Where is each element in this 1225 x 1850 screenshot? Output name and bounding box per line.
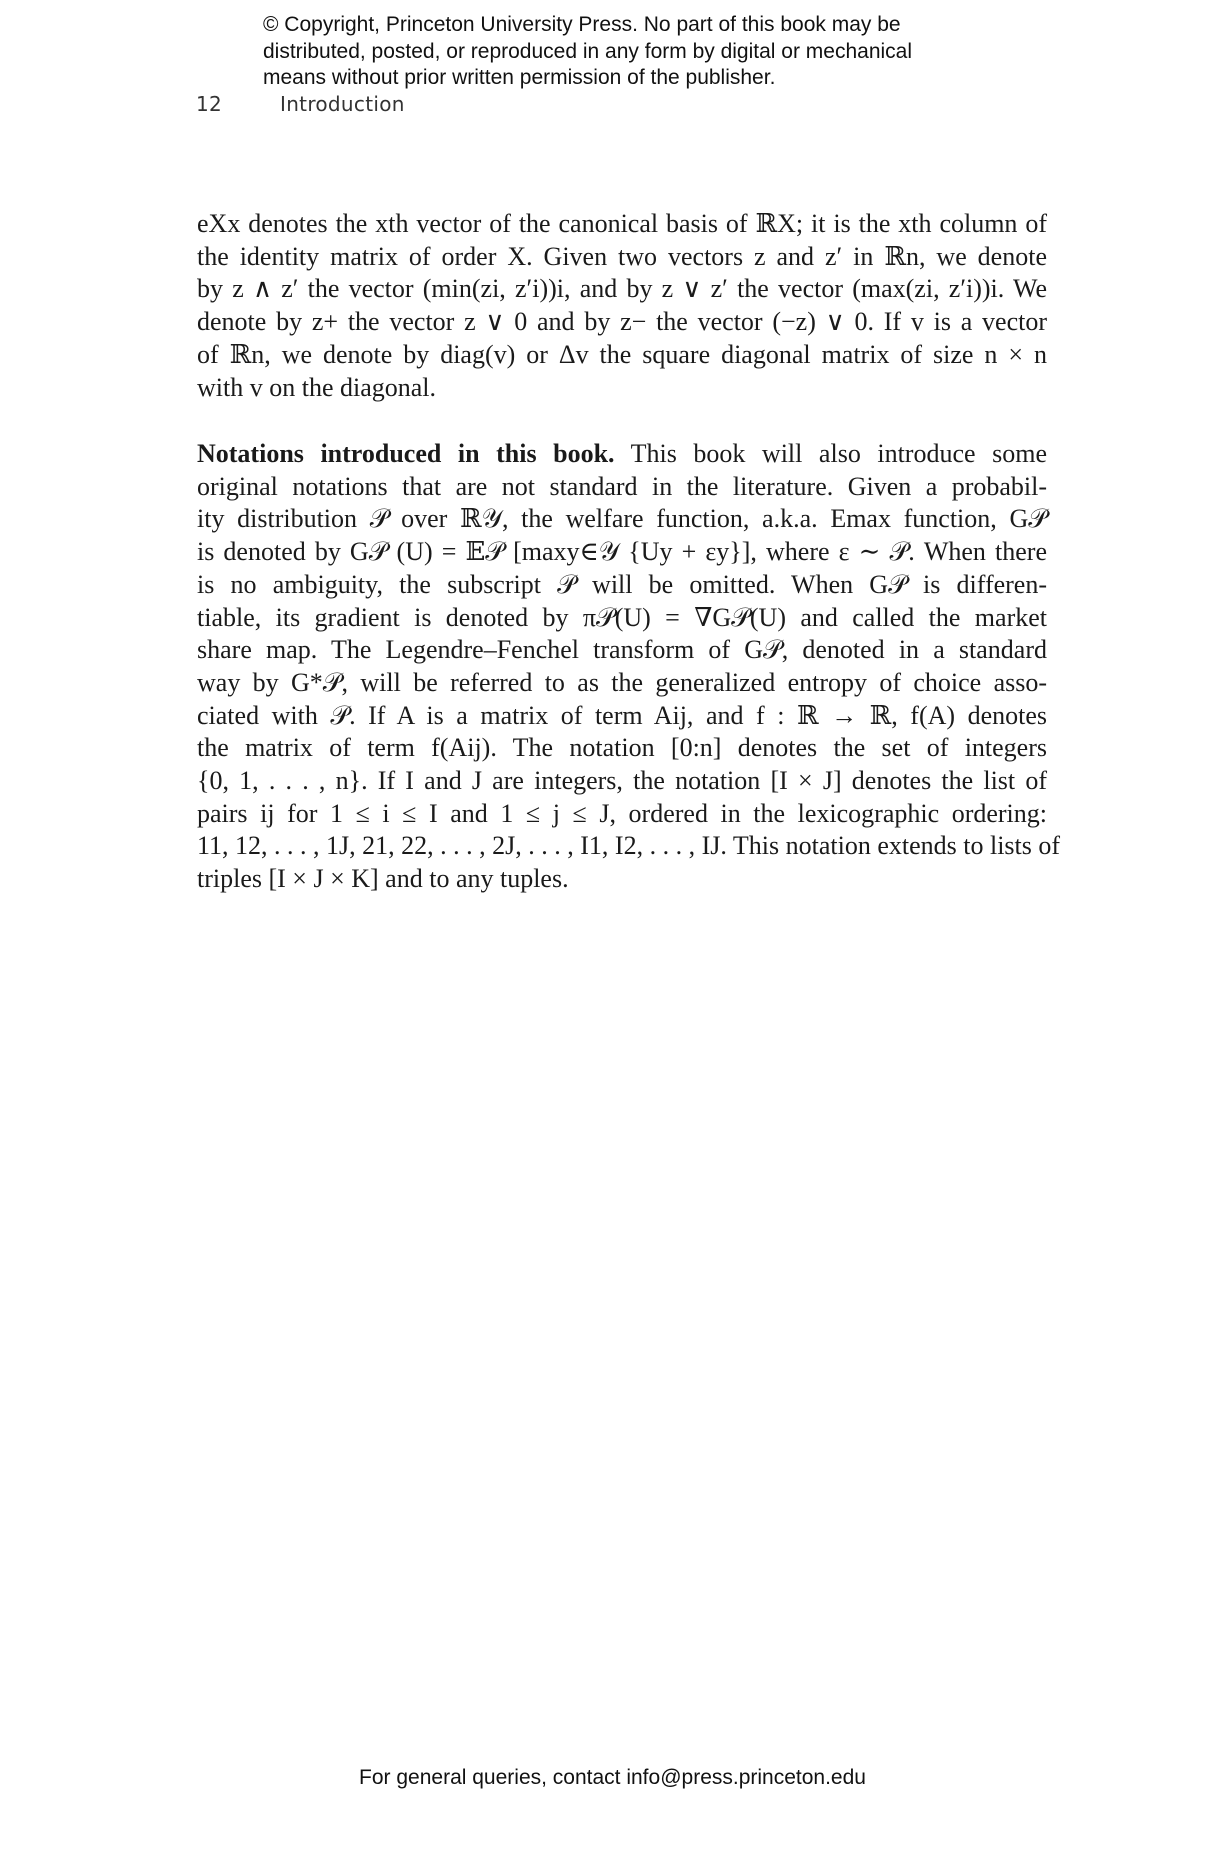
paragraph-line: 11, 12, . . . , 1J, 21, 22, . . . , 2J, . . . , I1, I2, . . . , IJ. This notation extends to lists of (197, 831, 1061, 861)
paragraph-line: {0, 1, . . . , n}. If I and J are integers, the notation [I × J] denotes the list of (197, 766, 1047, 796)
chapter-title: Introduction (280, 92, 405, 116)
paragraph-line: is denoted by G𝒫 (U) = 𝔼𝒫 [maxy∈𝒴 {Uy + εy}], where ε ∼ 𝒫. When there (197, 537, 1047, 567)
paragraph-line: ciated with 𝒫. If A is a matrix of term Aij, and f : ℝ → ℝ, f(A) denotes (197, 700, 1047, 730)
paragraph-line-tail: This book will also introduce some (614, 439, 1047, 468)
paragraph-line: tiable, its gradient is denoted by π𝒫(U) = ∇G𝒫(U) and called the market (197, 602, 1047, 632)
paragraph-line: eXx denotes the xth vector of the canonical basis of ℝX; it is the xth column of (197, 209, 1047, 238)
copyright-line-2: distributed, posted, or reproduced in any form by digital or mechanical (263, 39, 913, 63)
paragraph-line: triples [I × J × K] and to any tuples. (197, 864, 569, 894)
copyright-line-3: means without prior written permission of the publisher. (263, 66, 776, 89)
page-number: 12 (196, 92, 223, 116)
copyright-line-1: © Copyright, Princeton University Press. No part of this book may be (263, 13, 901, 36)
paragraph-line: is no ambiguity, the subscript 𝒫 will be omitted. When G𝒫 is differen- (197, 569, 1047, 599)
paragraph-line: by z ∧ z′ the vector (min(zi, z′i))i, and by z ∨ z′ the vector (max(zi, z′i))i. We (197, 274, 1047, 304)
paragraph-line: ity distribution 𝒫 over ℝ𝒴, the welfare function, a.k.a. Emax function, G𝒫 (197, 504, 1047, 534)
footer-contact: For general queries, contact info@press.princeton.edu (359, 1766, 866, 1789)
paragraph-line: the matrix of term f(Aij). The notation [0:n] denotes the set of integers (197, 733, 1047, 763)
section-heading: Notations introduced in this book. (197, 439, 615, 468)
paragraph-line: pairs ij for 1 ≤ i ≤ I and 1 ≤ j ≤ J, ordered in the lexicographic ordering: (197, 798, 1047, 828)
paragraph-book-notations (197, 438, 1061, 896)
paragraph-line: original notations that are not standard in the literature. Given a probabil- (197, 471, 1047, 501)
paragraph-line: way by G*𝒫, will be referred to as the generalized entropy of choice asso- (197, 667, 1047, 697)
paragraph-line: the identity matrix of order X. Given two vectors z and z′ in ℝn, we denote (197, 241, 1047, 271)
paragraph-first-line (197, 438, 1047, 471)
paragraph-line: of ℝn, we denote by diag(v) or Δv the square diagonal matrix of size n × n (197, 339, 1047, 369)
paragraph-line: share map. The Legendre–Fenchel transform of G𝒫, denoted in a standard (197, 635, 1047, 665)
paragraph-line: denote by z+ the vector z ∨ 0 and by z− the vector (−z) ∨ 0. If v is a vector (197, 307, 1047, 337)
paragraph-notation-basics (197, 208, 1047, 404)
copyright-notice (263, 12, 1023, 92)
paragraph-line: with v on the diagonal. (197, 372, 437, 402)
